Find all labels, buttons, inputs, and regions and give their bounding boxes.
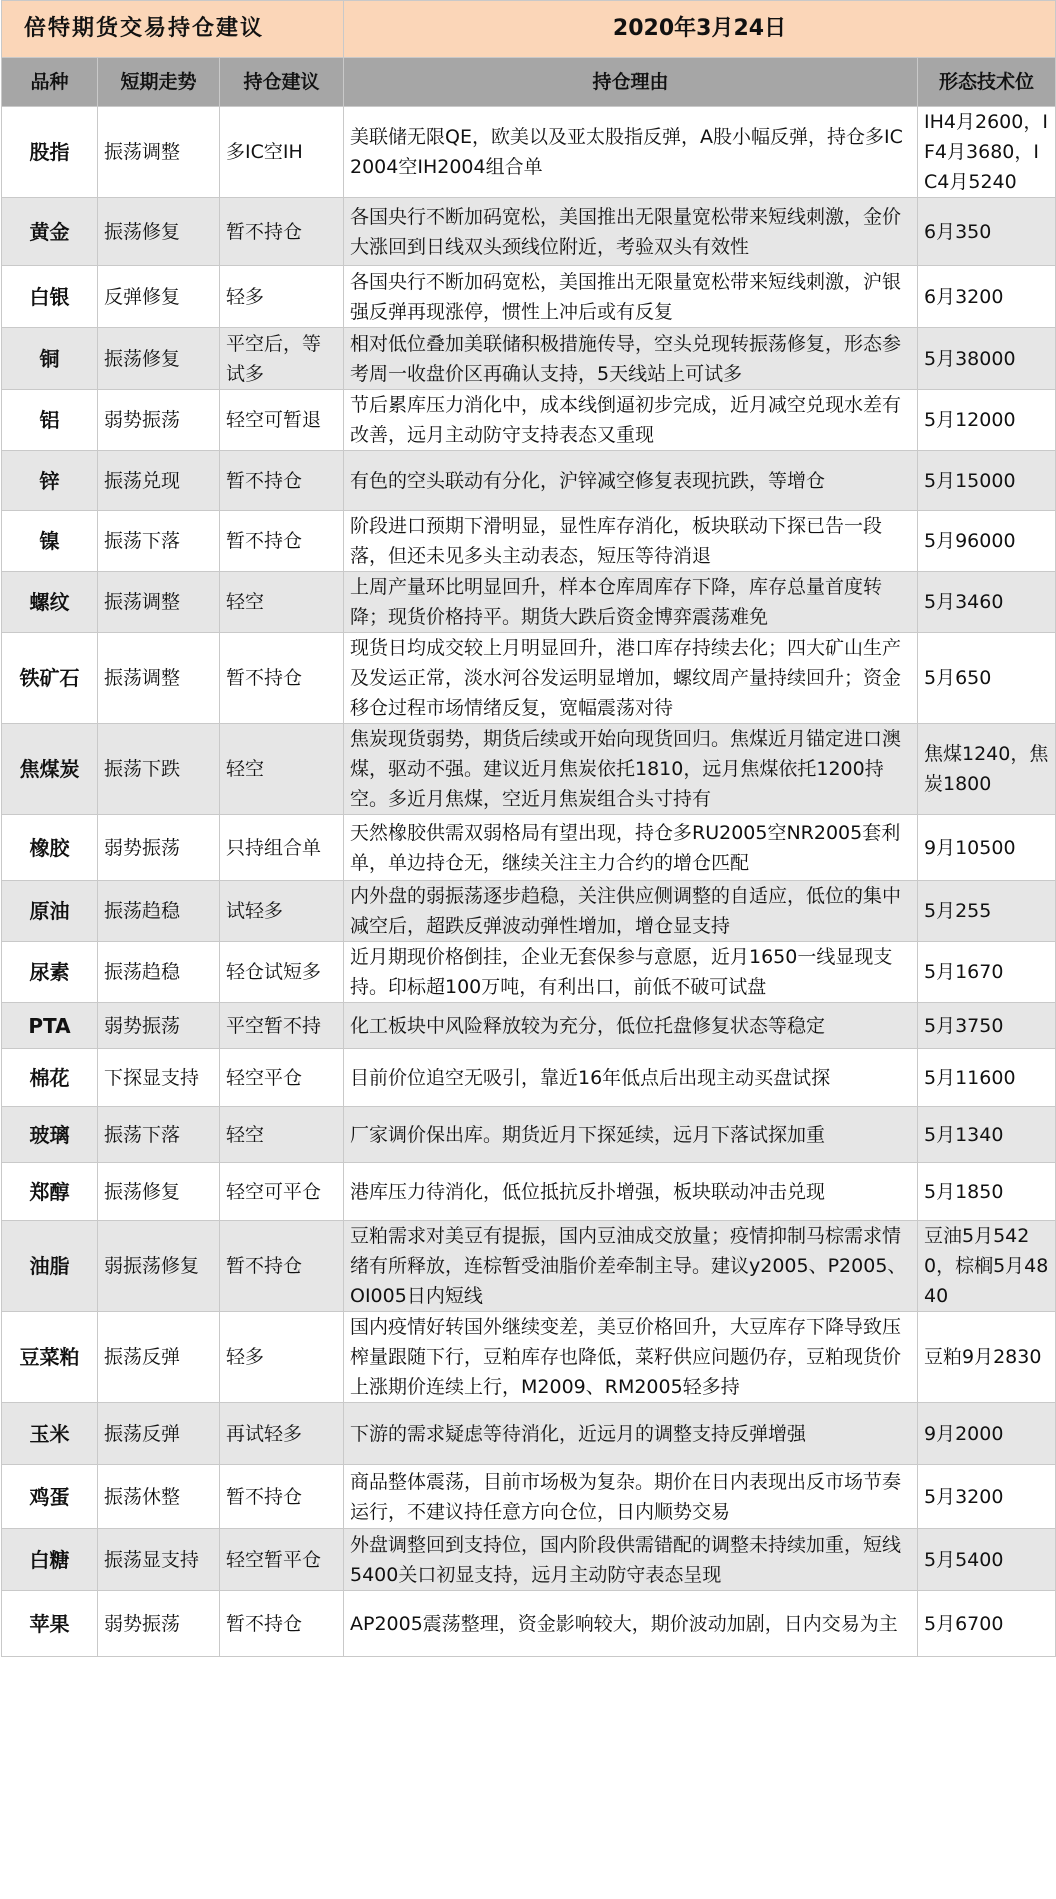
- cell-name: 铁矿石: [2, 633, 98, 724]
- table-title: 倍特期货交易持仓建议: [2, 1, 344, 58]
- cell-level: 5月38000: [918, 328, 1056, 390]
- cell-advice: 再试轻多: [220, 1403, 344, 1465]
- cell-level: 5月5400: [918, 1529, 1056, 1591]
- cell-level: 5月15000: [918, 451, 1056, 511]
- table-row: [2, 107, 1056, 198]
- cell-level: 9月10500: [918, 815, 1056, 881]
- cell-reason: 内外盘的弱振荡逐步趋稳，关注供应侧调整的自适应，低位的集中减空后，超跌反弹波动弹性增加，增仓显支持: [344, 881, 918, 942]
- cell-trend: 振荡趋稳: [98, 942, 220, 1003]
- cell-advice: 轻空暂平仓: [220, 1529, 344, 1591]
- cell-reason: 商品整体震荡，目前市场极为复杂。期价在日内表现出反市场节奏运行，不建议持任意方向仓位，日内顺势交易: [344, 1465, 918, 1529]
- cell-advice: 暂不持仓: [220, 633, 344, 724]
- cell-advice: 平空后，等试多: [220, 328, 344, 390]
- table-row: [2, 572, 1056, 633]
- header-reason: 持仓理由: [344, 58, 918, 107]
- cell-trend: 弱势振荡: [98, 815, 220, 881]
- cell-trend: 弱势振荡: [98, 1591, 220, 1657]
- cell-trend: 弱势振荡: [98, 390, 220, 451]
- cell-advice: 轻多: [220, 1312, 344, 1403]
- cell-advice: 试轻多: [220, 881, 344, 942]
- table-row: [2, 266, 1056, 328]
- cell-name: 镍: [2, 511, 98, 572]
- header-advice: 持仓建议: [220, 58, 344, 107]
- cell-level: 5月1850: [918, 1163, 1056, 1221]
- cell-advice: 平空暂不持: [220, 1003, 344, 1049]
- cell-trend: 振荡调整: [98, 572, 220, 633]
- cell-reason: 外盘调整回到支持位，国内阶段供需错配的调整未持续加重，短线5400关口初显支持，远月主动防守表态呈现: [344, 1529, 918, 1591]
- cell-reason: 相对低位叠加美联储积极措施传导，空头兑现转振荡修复，形态参考周一收盘价区再确认支持，5天线站上可试多: [344, 328, 918, 390]
- cell-reason: 节后累库压力消化中，成本线倒逼初步完成，近月减空兑现水差有改善，远月主动防守支持表态又重现: [344, 390, 918, 451]
- cell-reason: 阶段进口预期下滑明显，显性库存消化，板块联动下探已告一段落，但还未见多头主动表态，短压等待消退: [344, 511, 918, 572]
- cell-trend: 振荡调整: [98, 107, 220, 198]
- cell-trend: 反弹修复: [98, 266, 220, 328]
- cell-level: 6月350: [918, 198, 1056, 266]
- table-row: [2, 1591, 1056, 1657]
- cell-trend: 振荡下落: [98, 511, 220, 572]
- cell-advice: 暂不持仓: [220, 511, 344, 572]
- table-row: [2, 1221, 1056, 1312]
- table-row: [2, 1465, 1056, 1529]
- cell-level: 5月6700: [918, 1591, 1056, 1657]
- position-table: [1, 0, 1056, 1657]
- cell-name: 郑醇: [2, 1163, 98, 1221]
- cell-advice: 轻空: [220, 724, 344, 815]
- cell-trend: 弱振荡修复: [98, 1221, 220, 1312]
- cell-advice: 轻多: [220, 266, 344, 328]
- cell-trend: 下探显支持: [98, 1049, 220, 1107]
- cell-reason: 豆粕需求对美豆有提振，国内豆油成交放量；疫情抑制马棕需求情绪有所释放，连棕暂受油脂价差牵制主导。建议y2005、P2005、OI005日内短线: [344, 1221, 918, 1312]
- cell-reason: 上周产量环比明显回升，样本仓库周库存下降，库存总量首度转降；现货价格持平。期货大跌后资金博弈震荡难免: [344, 572, 918, 633]
- cell-reason: 化工板块中风险释放较为充分，低位托盘修复状态等稳定: [344, 1003, 918, 1049]
- cell-name: 原油: [2, 881, 98, 942]
- table-row: [2, 451, 1056, 511]
- cell-trend: 振荡下跌: [98, 724, 220, 815]
- cell-level: 焦煤1240，焦炭1800: [918, 724, 1056, 815]
- cell-name: 棉花: [2, 1049, 98, 1107]
- table-row: [2, 1049, 1056, 1107]
- table-row: [2, 1529, 1056, 1591]
- cell-level: 6月3200: [918, 266, 1056, 328]
- table-row: [2, 815, 1056, 881]
- table-row: [2, 511, 1056, 572]
- cell-name: 玻璃: [2, 1107, 98, 1163]
- cell-reason: 国内疫情好转国外继续变差，美豆价格回升，大豆库存下降导致压榨量跟随下行，豆粕库存也降低，菜籽供应问题仍存，豆粕现货价上涨期价连续上行，M2009、RM2005轻多持: [344, 1312, 918, 1403]
- cell-reason: 有色的空头联动有分化，沪锌减空修复表现抗跌，等增仓: [344, 451, 918, 511]
- cell-reason: 港库压力待消化，低位抵抗反扑增强，板块联动冲击兑现: [344, 1163, 918, 1221]
- cell-level: 5月3460: [918, 572, 1056, 633]
- cell-name: 螺纹: [2, 572, 98, 633]
- table-row: [2, 724, 1056, 815]
- title-row: [2, 1, 1056, 58]
- cell-trend: 振荡显支持: [98, 1529, 220, 1591]
- cell-trend: 振荡趋稳: [98, 881, 220, 942]
- cell-trend: 振荡修复: [98, 198, 220, 266]
- cell-advice: 暂不持仓: [220, 451, 344, 511]
- cell-trend: 振荡下落: [98, 1107, 220, 1163]
- table-row: [2, 328, 1056, 390]
- cell-level: IH4月2600，IF4月3680，IC4月5240: [918, 107, 1056, 198]
- cell-advice: 暂不持仓: [220, 1591, 344, 1657]
- table-row: [2, 1107, 1056, 1163]
- cell-advice: 暂不持仓: [220, 1465, 344, 1529]
- cell-level: 5月1340: [918, 1107, 1056, 1163]
- table-row: [2, 881, 1056, 942]
- cell-trend: 振荡修复: [98, 328, 220, 390]
- cell-name: 白糖: [2, 1529, 98, 1591]
- cell-reason: 目前价位追空无吸引，靠近16年低点后出现主动买盘试探: [344, 1049, 918, 1107]
- cell-name: 铜: [2, 328, 98, 390]
- cell-advice: 轻空平仓: [220, 1049, 344, 1107]
- cell-reason: 各国央行不断加码宽松，美国推出无限量宽松带来短线刺激，沪银强反弹再现涨停，惯性上冲后或有反复: [344, 266, 918, 328]
- cell-name: 豆菜粕: [2, 1312, 98, 1403]
- table-row: [2, 633, 1056, 724]
- cell-level: 豆粕9月2830: [918, 1312, 1056, 1403]
- cell-trend: 振荡修复: [98, 1163, 220, 1221]
- cell-advice: 轻仓试短多: [220, 942, 344, 1003]
- cell-advice: 轻空可暂退: [220, 390, 344, 451]
- cell-level: 5月650: [918, 633, 1056, 724]
- table-row: [2, 1312, 1056, 1403]
- cell-reason: 天然橡胶供需双弱格局有望出现，持仓多RU2005空NR2005套利单，单边持仓无，继续关注主力合约的增仓匹配: [344, 815, 918, 881]
- cell-reason: 下游的需求疑虑等待消化，近远月的调整支持反弹增强: [344, 1403, 918, 1465]
- cell-name: PTA: [2, 1003, 98, 1049]
- header-row: [2, 58, 1056, 107]
- table-row: [2, 198, 1056, 266]
- cell-level: 5月3750: [918, 1003, 1056, 1049]
- cell-reason: 美联储无限QE，欧美以及亚太股指反弹，A股小幅反弹，持仓多IC2004空IH2004组合单: [344, 107, 918, 198]
- cell-name: 黄金: [2, 198, 98, 266]
- cell-name: 油脂: [2, 1221, 98, 1312]
- cell-name: 股指: [2, 107, 98, 198]
- cell-reason: 各国央行不断加码宽松，美国推出无限量宽松带来短线刺激，金价大涨回到日线双头颈线位附近，考验双头有效性: [344, 198, 918, 266]
- table-row: [2, 390, 1056, 451]
- cell-trend: 振荡反弹: [98, 1312, 220, 1403]
- cell-level: 5月12000: [918, 390, 1056, 451]
- table-row: [2, 1003, 1056, 1049]
- cell-trend: 振荡反弹: [98, 1403, 220, 1465]
- cell-name: 铝: [2, 390, 98, 451]
- cell-level: 5月255: [918, 881, 1056, 942]
- cell-advice: 轻空: [220, 1107, 344, 1163]
- cell-level: 5月1670: [918, 942, 1056, 1003]
- cell-reason: 近月期现价格倒挂，企业无套保参与意愿，近月1650一线显现支持。印标超100万吨，有利出口，前低不破可试盘: [344, 942, 918, 1003]
- cell-advice: 暂不持仓: [220, 198, 344, 266]
- cell-advice: 暂不持仓: [220, 1221, 344, 1312]
- table-row: [2, 1403, 1056, 1465]
- header-trend: 短期走势: [98, 58, 220, 107]
- cell-advice: 轻空: [220, 572, 344, 633]
- cell-reason: 焦炭现货弱势，期货后续或开始向现货回归。焦煤近月锚定进口澳煤，驱动不强。建议近月焦炭依托1810，远月焦煤依托1200持空。多近月焦煤，空近月焦炭组合头寸持有: [344, 724, 918, 815]
- cell-name: 锌: [2, 451, 98, 511]
- report-date: 2020年3月24日: [344, 1, 1056, 58]
- cell-name: 白银: [2, 266, 98, 328]
- cell-trend: 振荡兑现: [98, 451, 220, 511]
- header-level: 形态技术位: [918, 58, 1056, 107]
- table-row: [2, 1163, 1056, 1221]
- cell-trend: 弱势振荡: [98, 1003, 220, 1049]
- header-name: 品种: [2, 58, 98, 107]
- cell-trend: 振荡休整: [98, 1465, 220, 1529]
- cell-level: 5月96000: [918, 511, 1056, 572]
- cell-level: 豆油5月5420，棕榈5月4840: [918, 1221, 1056, 1312]
- cell-name: 玉米: [2, 1403, 98, 1465]
- table-row: [2, 942, 1056, 1003]
- cell-advice: 轻空可平仓: [220, 1163, 344, 1221]
- cell-name: 苹果: [2, 1591, 98, 1657]
- cell-level: 9月2000: [918, 1403, 1056, 1465]
- cell-level: 5月11600: [918, 1049, 1056, 1107]
- cell-reason: 厂家调价保出库。期货近月下探延续，远月下落试探加重: [344, 1107, 918, 1163]
- cell-name: 焦煤炭: [2, 724, 98, 815]
- cell-trend: 振荡调整: [98, 633, 220, 724]
- cell-advice: 多IC空IH: [220, 107, 344, 198]
- cell-name: 鸡蛋: [2, 1465, 98, 1529]
- cell-name: 尿素: [2, 942, 98, 1003]
- cell-name: 橡胶: [2, 815, 98, 881]
- cell-reason: 现货日均成交较上月明显回升，港口库存持续去化；四大矿山生产及发运正常，淡水河谷发运明显增加，螺纹周产量持续回升；资金移仓过程市场情绪反复，宽幅震荡对待: [344, 633, 918, 724]
- cell-advice: 只持组合单: [220, 815, 344, 881]
- cell-level: 5月3200: [918, 1465, 1056, 1529]
- cell-reason: AP2005震荡整理，资金影响较大，期价波动加剧，日内交易为主: [344, 1591, 918, 1657]
